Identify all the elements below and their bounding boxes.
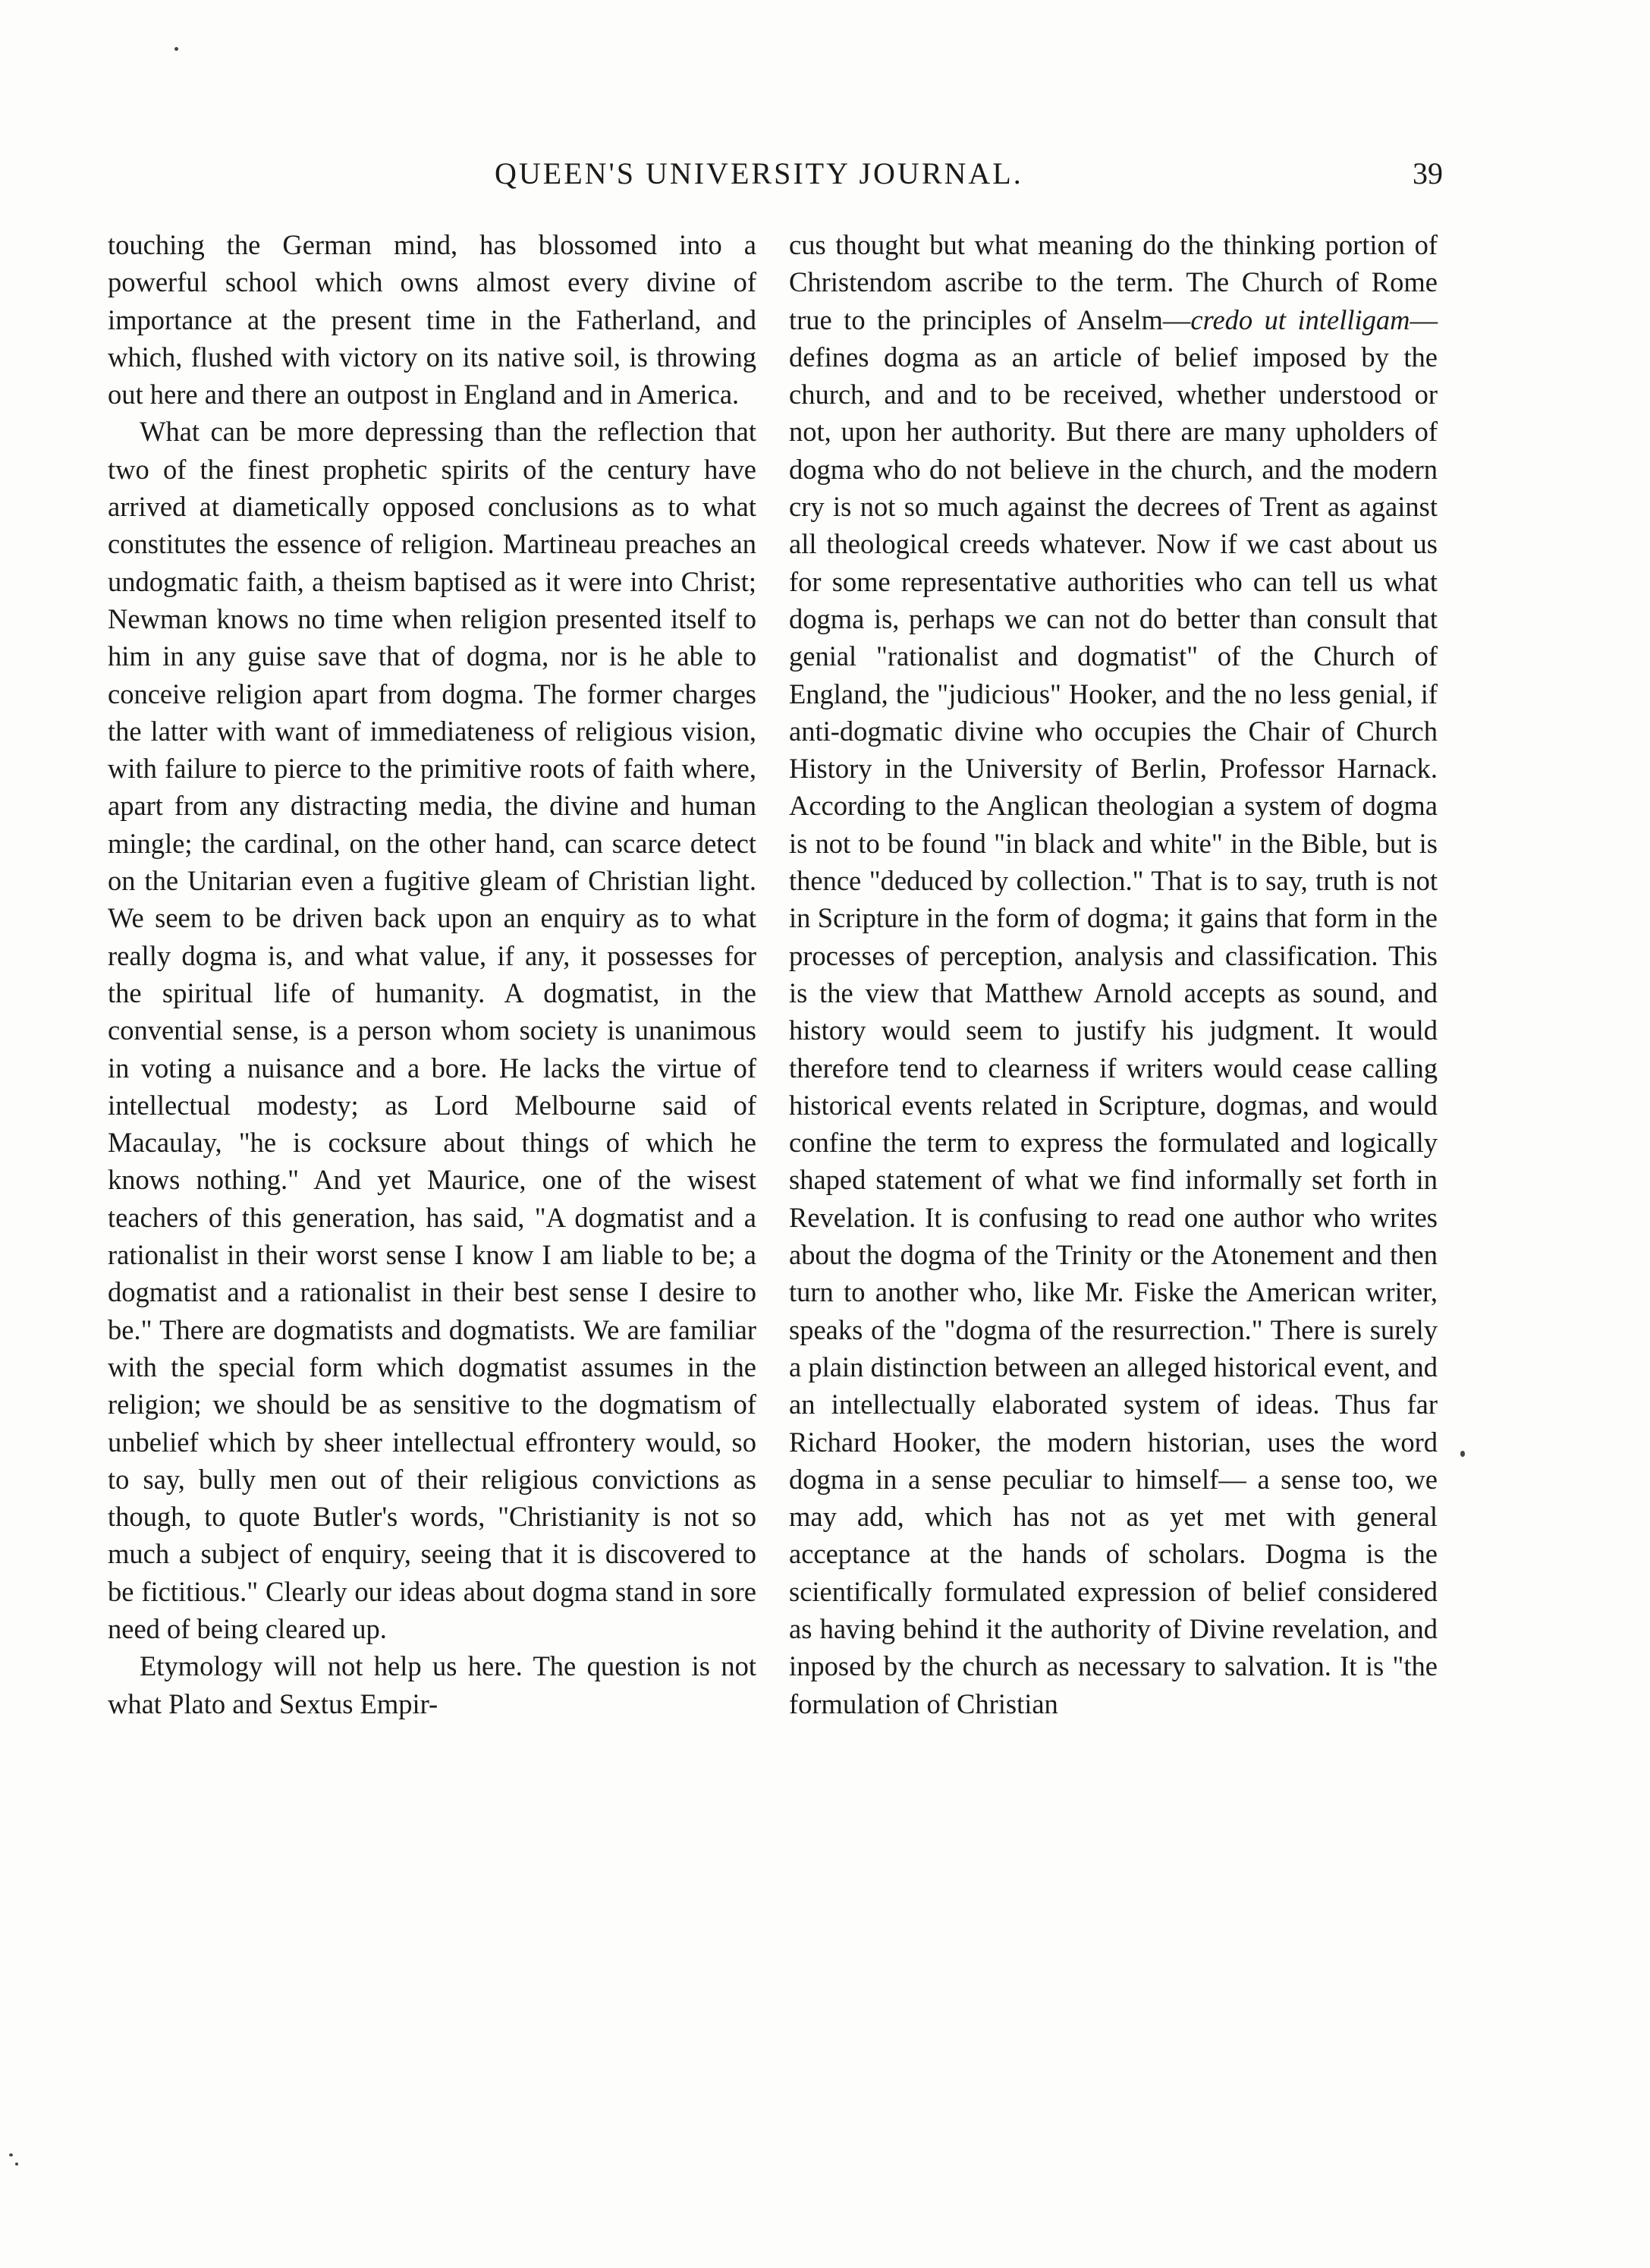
left-column <box>108 226 756 1722</box>
paragraph-continuation: touching the German mind, has blossomed into a powerful school which owns almost every divine of importance at the present time in the Fatherland, and which, flushed with victory on its native soil, is throwing out here and there an outpost in England and in America. <box>108 229 756 411</box>
running-head: QUEEN'S UNIVERSITY JOURNAL. <box>495 156 1023 190</box>
page-number: 39 <box>1413 156 1443 190</box>
page-header <box>0 156 1650 201</box>
paragraph-definition <box>789 226 1438 1722</box>
ink-speck <box>1460 1451 1465 1457</box>
paragraph-etymology: Etymology will not help us here. The question is not what Plato and Sextus Empir- <box>108 1650 756 1719</box>
ink-speck <box>15 2163 18 2166</box>
paragraph-definition-part-1: cus thought but what meaning do the thinking portion of Christendom ascribe to the term. The Church of Rome true to the principles of Anselm— <box>789 229 1438 335</box>
ink-speck <box>174 47 178 51</box>
paragraph-dogmatism: What can be more depressing than the reflection that two of the finest prophetic spirits of the century have arrived at diametically opposed conclusions as to what constitutes the essence of religion. Martineau preaches an undogmatic faith, a theism baptised as it were into Christ; Newman knows no time when religion presented itself to him in any guise save that of dogma, nor is he able to conceive religion apart from dogma. The former charges the latter with want of immediateness of religious vision, with failure to pierce to the primitive roots of faith where, apart from any distracting media, the divine and human mingle; the cardinal, on the other hand, can scarce detect on the Unitarian even a fugitive gleam of Christian light. We seem to be driven back upon an enquiry as to what really dogma is, and what value, if any, it possesses for the spiritual life of humanity. A dogmatist, in the convential sense, is a person whom society is unanimous in voting a nuisance and a bore. He lacks the virtue of intellectual modesty; as Lord Melbourne said of Macaulay, "he is cocksure about things of which he knows nothing." And yet Maurice, one of the wisest teachers of this generation, has said, "A dogmatist and a rationalist in their worst sense I know I am liable to be; a dogmatist and a rationalist in their best sense I desire to be." There are dogmatists and dogmatists. We are familiar with the special form which dogmatist assumes in the religion; we should be as sensitive to the dogmatism of unbelief which by sheer intellectual effrontery would, so to say, bully men out of their religious convictions as though, to quote Butler's words, "Christianity is not so much a subject of enquiry, seeing that it is discovered to be fictitious." Clearly our ideas about dogma stand in sore need of being cleared up. <box>108 416 756 1644</box>
right-column <box>789 226 1438 1722</box>
paragraph-definition-part-2: —defines dogma as an article of belief imposed by the church, and and to be received, whether understood or not, upon her authority. But there are many upholders of dogma who do not believe in the church, and the modern cry is not so much against the decrees of Trent as against all theological creeds whatever. Now if we cast about us for some representative authorities who can tell us what dogma is, perhaps we can not do better than consult that genial "rationalist and dogmatist" of the Church of England, the "judicious" Hooker, and the no less genial, if anti-dogmatic divine who occupies the Chair of Church History in the University of Berlin, Professor Harnack. According to the Anglican theologian a system of dogma is not to be found "in black and white" in the Bible, but is thence "deduced by collection." That is to say, truth is not in Scripture in the form of dogma; it gains that form in the processes of perception, analysis and classification. This is the view that Matthew Arnold accepts as sound, and history would seem to justify his judgment. It would therefore tend to clearness if writers would cease calling historical events related in Scripture, dogmas, and would confine the term to express the formulated and logically shaped statement of what we find informally set forth in Revelation. It is confusing to read one author who writes about the dogma of the Trinity or the Atonement and then turn to another who, like Mr. Fiske the American writer, speaks of the "dogma of the resurrection." There is surely a plain distinction between an alleged historical event, and an intellectually elaborated system of ideas. Thus far Richard Hooker, the modern historian, uses the word dogma in a sense peculiar to himself— a sense too, we may add, which has not as yet met with general acceptance at the hands of scholars. Dogma is the scientifically formulated expression of belief considered as having behind it the authority of Divine revelation, and inposed by the church as necessary to salvation. It is "the formulation of Christian <box>789 304 1438 1719</box>
ink-speck <box>9 2153 13 2156</box>
latin-phrase: credo ut intelligam <box>1190 304 1410 335</box>
